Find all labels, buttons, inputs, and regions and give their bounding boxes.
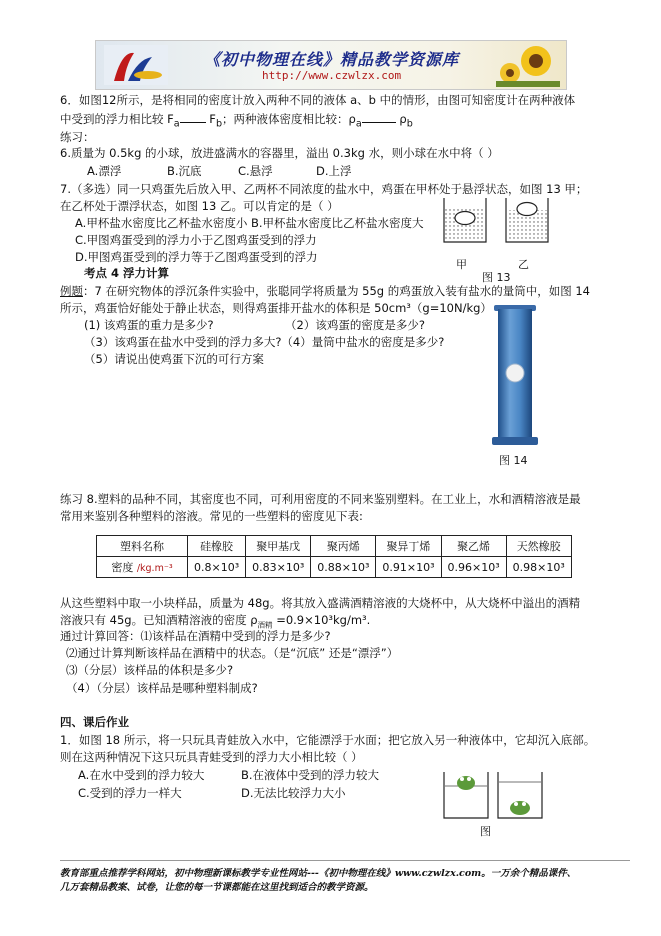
p7-option-ab[interactable]: A.甲杯盐水密度比乙杯盐水密度小 B.甲杯盐水密度比乙杯盐水密度大 xyxy=(75,216,424,230)
q6-line1: 6．如图12所示，是将相同的密度计放入两种不同的液体 a、b 中的情形，由图可知密度计在两种液体 xyxy=(60,93,576,107)
hw-option-b[interactable]: B.在液体中受到的浮力较大 xyxy=(241,768,380,782)
header-banner xyxy=(95,40,567,90)
p7-line1: 7.（多选）同一只鸡蛋先后放入甲、乙两杯不同浓度的盐水中，鸡蛋在甲杯处于悬浮状态，如图 13 甲； xyxy=(60,182,588,196)
table-cell: 0.98×10³ xyxy=(506,557,571,578)
table-cell: 0.88×10³ xyxy=(311,557,376,578)
ex7-q2: （2）该鸡蛋的密度是多少? xyxy=(285,318,425,332)
logo-icon xyxy=(104,45,168,85)
q6-sub-b2: b xyxy=(406,118,413,130)
p6-stem: 6.质量为 0.5kg 的小球，放进盛满水的容器里，溢出 0.3kg 水，则小球在水中将（ ） xyxy=(60,146,499,160)
ex7-line2: 所示，鸡蛋恰好能处于静止状态，则得鸡蛋排开盐水的体积是 50cm³（g=10N/kg） xyxy=(60,301,492,315)
density-unit: /kg.m⁻³ xyxy=(136,563,173,574)
p8-para2-sub: 酒精 xyxy=(257,620,273,630)
footer-rule xyxy=(60,860,630,861)
hw-option-d[interactable]: D.无法比较浮力大小 xyxy=(241,786,346,800)
q6-line2 xyxy=(60,111,413,131)
beaker-liquid xyxy=(498,772,542,818)
q6-blank-1[interactable] xyxy=(180,111,206,123)
frog-figure xyxy=(440,770,550,822)
fig13-label-yi: 乙 xyxy=(518,258,529,271)
q6-sub-a2: a xyxy=(355,118,362,130)
table-header: 聚异丁烯 xyxy=(376,536,441,557)
table-cell: 0.96×10³ xyxy=(441,557,506,578)
table-cell: 0.91×10³ xyxy=(376,557,441,578)
beaker-yi xyxy=(506,198,548,242)
p6-option-d[interactable]: D.上浮 xyxy=(316,164,352,178)
q6-text-c: ；两种液体密度相比较：ρ xyxy=(222,112,356,126)
density-label: 密度 xyxy=(111,561,134,574)
p6-option-a[interactable]: A.漂浮 xyxy=(87,164,122,178)
table-cell: 0.8×10³ xyxy=(188,557,246,578)
p7-option-c[interactable]: C.甲图鸡蛋受到的浮力小于乙图鸡蛋受到的浮力 xyxy=(75,233,317,247)
ex7-line1-text: ：7 在研究物体的浮沉条件实验中，张聪同学将质量为 55g 的鸡蛋放入装有盐水的量筒中，如图 14 xyxy=(83,284,591,298)
p8-para2-end: =0.9×10³kg/m³. xyxy=(272,613,371,627)
density-table xyxy=(96,535,572,578)
fig14-caption: 图 14 xyxy=(499,454,528,467)
p6-option-c[interactable]: C.悬浮 xyxy=(238,164,273,178)
q6-sub-a: a xyxy=(173,118,180,130)
fig13-label-jia: 甲 xyxy=(456,258,467,271)
p8-para5: ⑶（分层）该样品的体积是多少? xyxy=(66,663,234,677)
footer xyxy=(60,867,620,895)
hw-line2: 则在这两种情况下这只玩具青蛙受到的浮力大小相比较（ ） xyxy=(60,750,363,764)
footer-line1: 教育部重点推荐学科网站，初中物理新课标教学专业性网站---《初中物理在线》www.czwlzx.com。一万余个精品课件、 xyxy=(60,868,577,879)
hw-title: 四、课后作业 xyxy=(60,715,129,729)
hw-option-c[interactable]: C.受到的浮力一样大 xyxy=(78,786,182,800)
sunflower-icon xyxy=(496,43,560,87)
p8-line1: 练习 8.塑料的品种不同，其密度也不同，可利用密度的不同来鉴别塑料。在工业上，水和酒精溶液是最 xyxy=(60,492,581,506)
table-header-row xyxy=(97,536,572,557)
ex7-q1: (1) 该鸡蛋的重力是多少? xyxy=(84,318,214,332)
hw-option-a[interactable]: A.在水中受到的浮力较大 xyxy=(78,768,205,782)
p8-line2: 常用来鉴别各种塑料的溶液。常见的一些塑料的密度见下表: xyxy=(60,509,363,523)
beaker-water xyxy=(444,772,488,818)
q6-text-b: F xyxy=(205,112,216,126)
table-row-label xyxy=(97,557,188,578)
q6-sub-b: b xyxy=(215,118,223,130)
p7-line2: 在乙杯处于漂浮状态，如图 13 乙。可以肯定的是（ ） xyxy=(60,199,339,213)
table-header: 聚甲基戊 xyxy=(246,536,311,557)
practice-label: 练习： xyxy=(60,130,95,144)
table-header: 硅橡胶 xyxy=(188,536,246,557)
fig18-caption: 图 xyxy=(480,825,491,838)
table-header: 天然橡胶 xyxy=(506,536,571,557)
p7-option-d[interactable]: D.甲图鸡蛋受到的浮力等于乙图鸡蛋受到的浮力 xyxy=(75,250,318,264)
banner-title: 《初中物理在线》精品教学资源库 xyxy=(204,50,460,69)
ex7-label: 例题 xyxy=(60,284,83,298)
p8-para1: 从这些塑料中取一小块样品，质量为 48g。将其放入盛满酒精溶液的大烧杯中，从大烧杯中溢出的酒精 xyxy=(60,596,581,610)
table-header: 塑料名称 xyxy=(97,536,188,557)
ex7-q3: （3）该鸡蛋在盐水中受到的浮力多大?（4）量筒中盐水的密度是多少? xyxy=(84,335,445,349)
p6-option-b[interactable]: B.沉底 xyxy=(167,164,202,178)
beaker-jia xyxy=(444,198,486,242)
footer-line2: 几万套精品教案、试卷，让您的每一节课都能在这里找到适合的教学资源。 xyxy=(60,882,374,893)
p8-para2-text: 溶液只有 45g。已知酒精溶液的密度 ρ xyxy=(60,613,258,627)
hw-line1: 1．如图 18 所示，将一只玩具青蛙放入水中，它能漂浮于水面；把它放入另一种液体中，它却沉入底部。 xyxy=(60,733,596,747)
q6-text-d: ρ xyxy=(395,112,407,126)
ex7-line1 xyxy=(60,284,590,299)
figure14-cylinder xyxy=(490,303,540,448)
p8-para3: 通过计算回答：⑴该样品在酒精中受到的浮力是多少? xyxy=(60,629,331,643)
q6-text-a: 中受到的浮力相比较 F xyxy=(60,112,174,126)
q6-blank-2[interactable] xyxy=(362,111,396,123)
ex7-q5: （5）请说出使鸡蛋下沉的可行方案 xyxy=(84,352,264,366)
fig13-caption: 图 13 xyxy=(482,271,511,284)
table-header: 聚乙烯 xyxy=(441,536,506,557)
kp4-title: 考点 4 浮力计算 xyxy=(84,266,170,280)
table-cell: 0.83×10³ xyxy=(246,557,311,578)
banner-url[interactable]: http://www.czwlzx.com xyxy=(262,69,402,82)
figure13-beakers xyxy=(440,196,560,256)
p8-para4: ⑵通过计算判断该样品在酒精中的状态。（是“沉底” 还是“漂浮”） xyxy=(66,646,399,660)
table-header: 聚丙烯 xyxy=(311,536,376,557)
table-row xyxy=(97,557,572,578)
p8-para6: （4）（分层）该样品是哪种塑料制成? xyxy=(66,681,258,695)
